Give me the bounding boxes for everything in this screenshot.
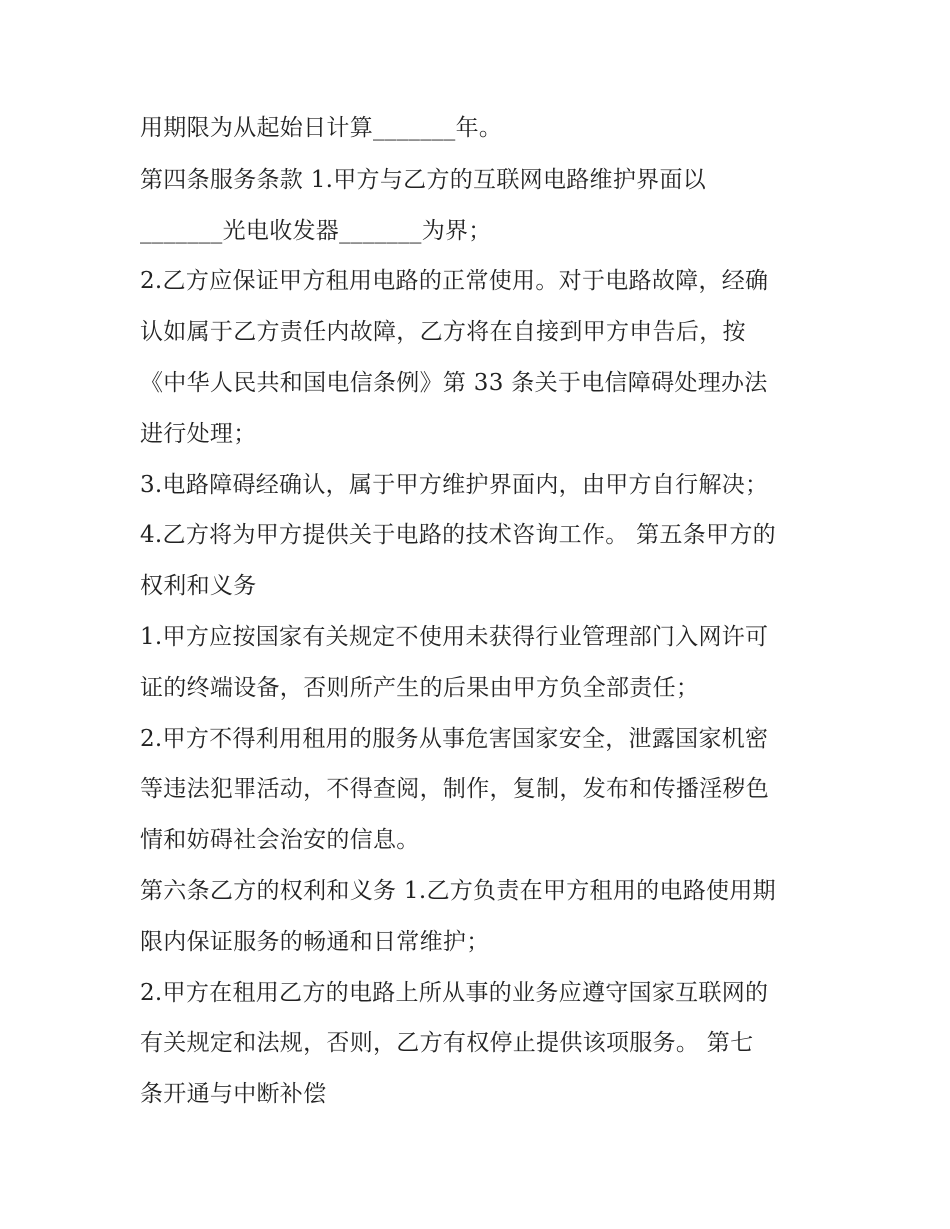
text-line: 等违法犯罪活动，不得查阅，制作，复制，发布和传播淫秽色 — [140, 776, 770, 802]
text-line: 证的终端设备，否则所产生的后果由甲方负全部责任； — [140, 675, 700, 701]
text-line: 进行处理； — [140, 421, 257, 447]
text-line: 4.乙方将为甲方提供关于电路的技术咨询工作。 第五条甲方的 — [140, 522, 776, 548]
text-line: 条开通与中断补偿 — [140, 1081, 327, 1107]
text-line: 3.电路障碍经确认，属于甲方维护界面内，由甲方自行解决； — [140, 472, 769, 498]
text-line: _______光电收发器_______为界； — [140, 218, 492, 244]
text-line: 有关规定和法规，否则，乙方有权停止提供该项服务。 第七 — [140, 1030, 754, 1056]
text-line: 2.乙方应保证甲方租用电路的正常使用。对于电路故障，经确 — [140, 268, 769, 294]
text-line: 情和妨碍社会治安的信息。 — [140, 827, 420, 853]
text-line: 2.甲方不得利用租用的服务从事危害国家安全，泄露国家机密 — [140, 726, 769, 752]
text-line: 用期限为从起始日计算_______年。 — [140, 115, 503, 141]
text-line: 认如属于乙方责任内故障，乙方将在自接到甲方申告后，按 — [140, 319, 746, 345]
text-line: 限内保证服务的畅通和日常维护； — [140, 929, 490, 955]
text-line: 第四条服务条款 1.甲方与乙方的互联网电路维护界面以 — [140, 167, 707, 193]
text-line: 《中华人民共和国电信条例》第 33 条关于电信障碍处理办法 — [140, 370, 768, 396]
text-line: 权利和义务 — [140, 573, 257, 599]
text-line: 1.甲方应按国家有关规定不使用未获得行业管理部门入网许可 — [140, 624, 769, 650]
text-line: 2.甲方在租用乙方的电路上所从事的业务应遵守国家互联网的 — [140, 980, 769, 1006]
text-line: 第六条乙方的权利和义务 1.乙方负责在甲方租用的电路使用期 — [140, 878, 776, 904]
